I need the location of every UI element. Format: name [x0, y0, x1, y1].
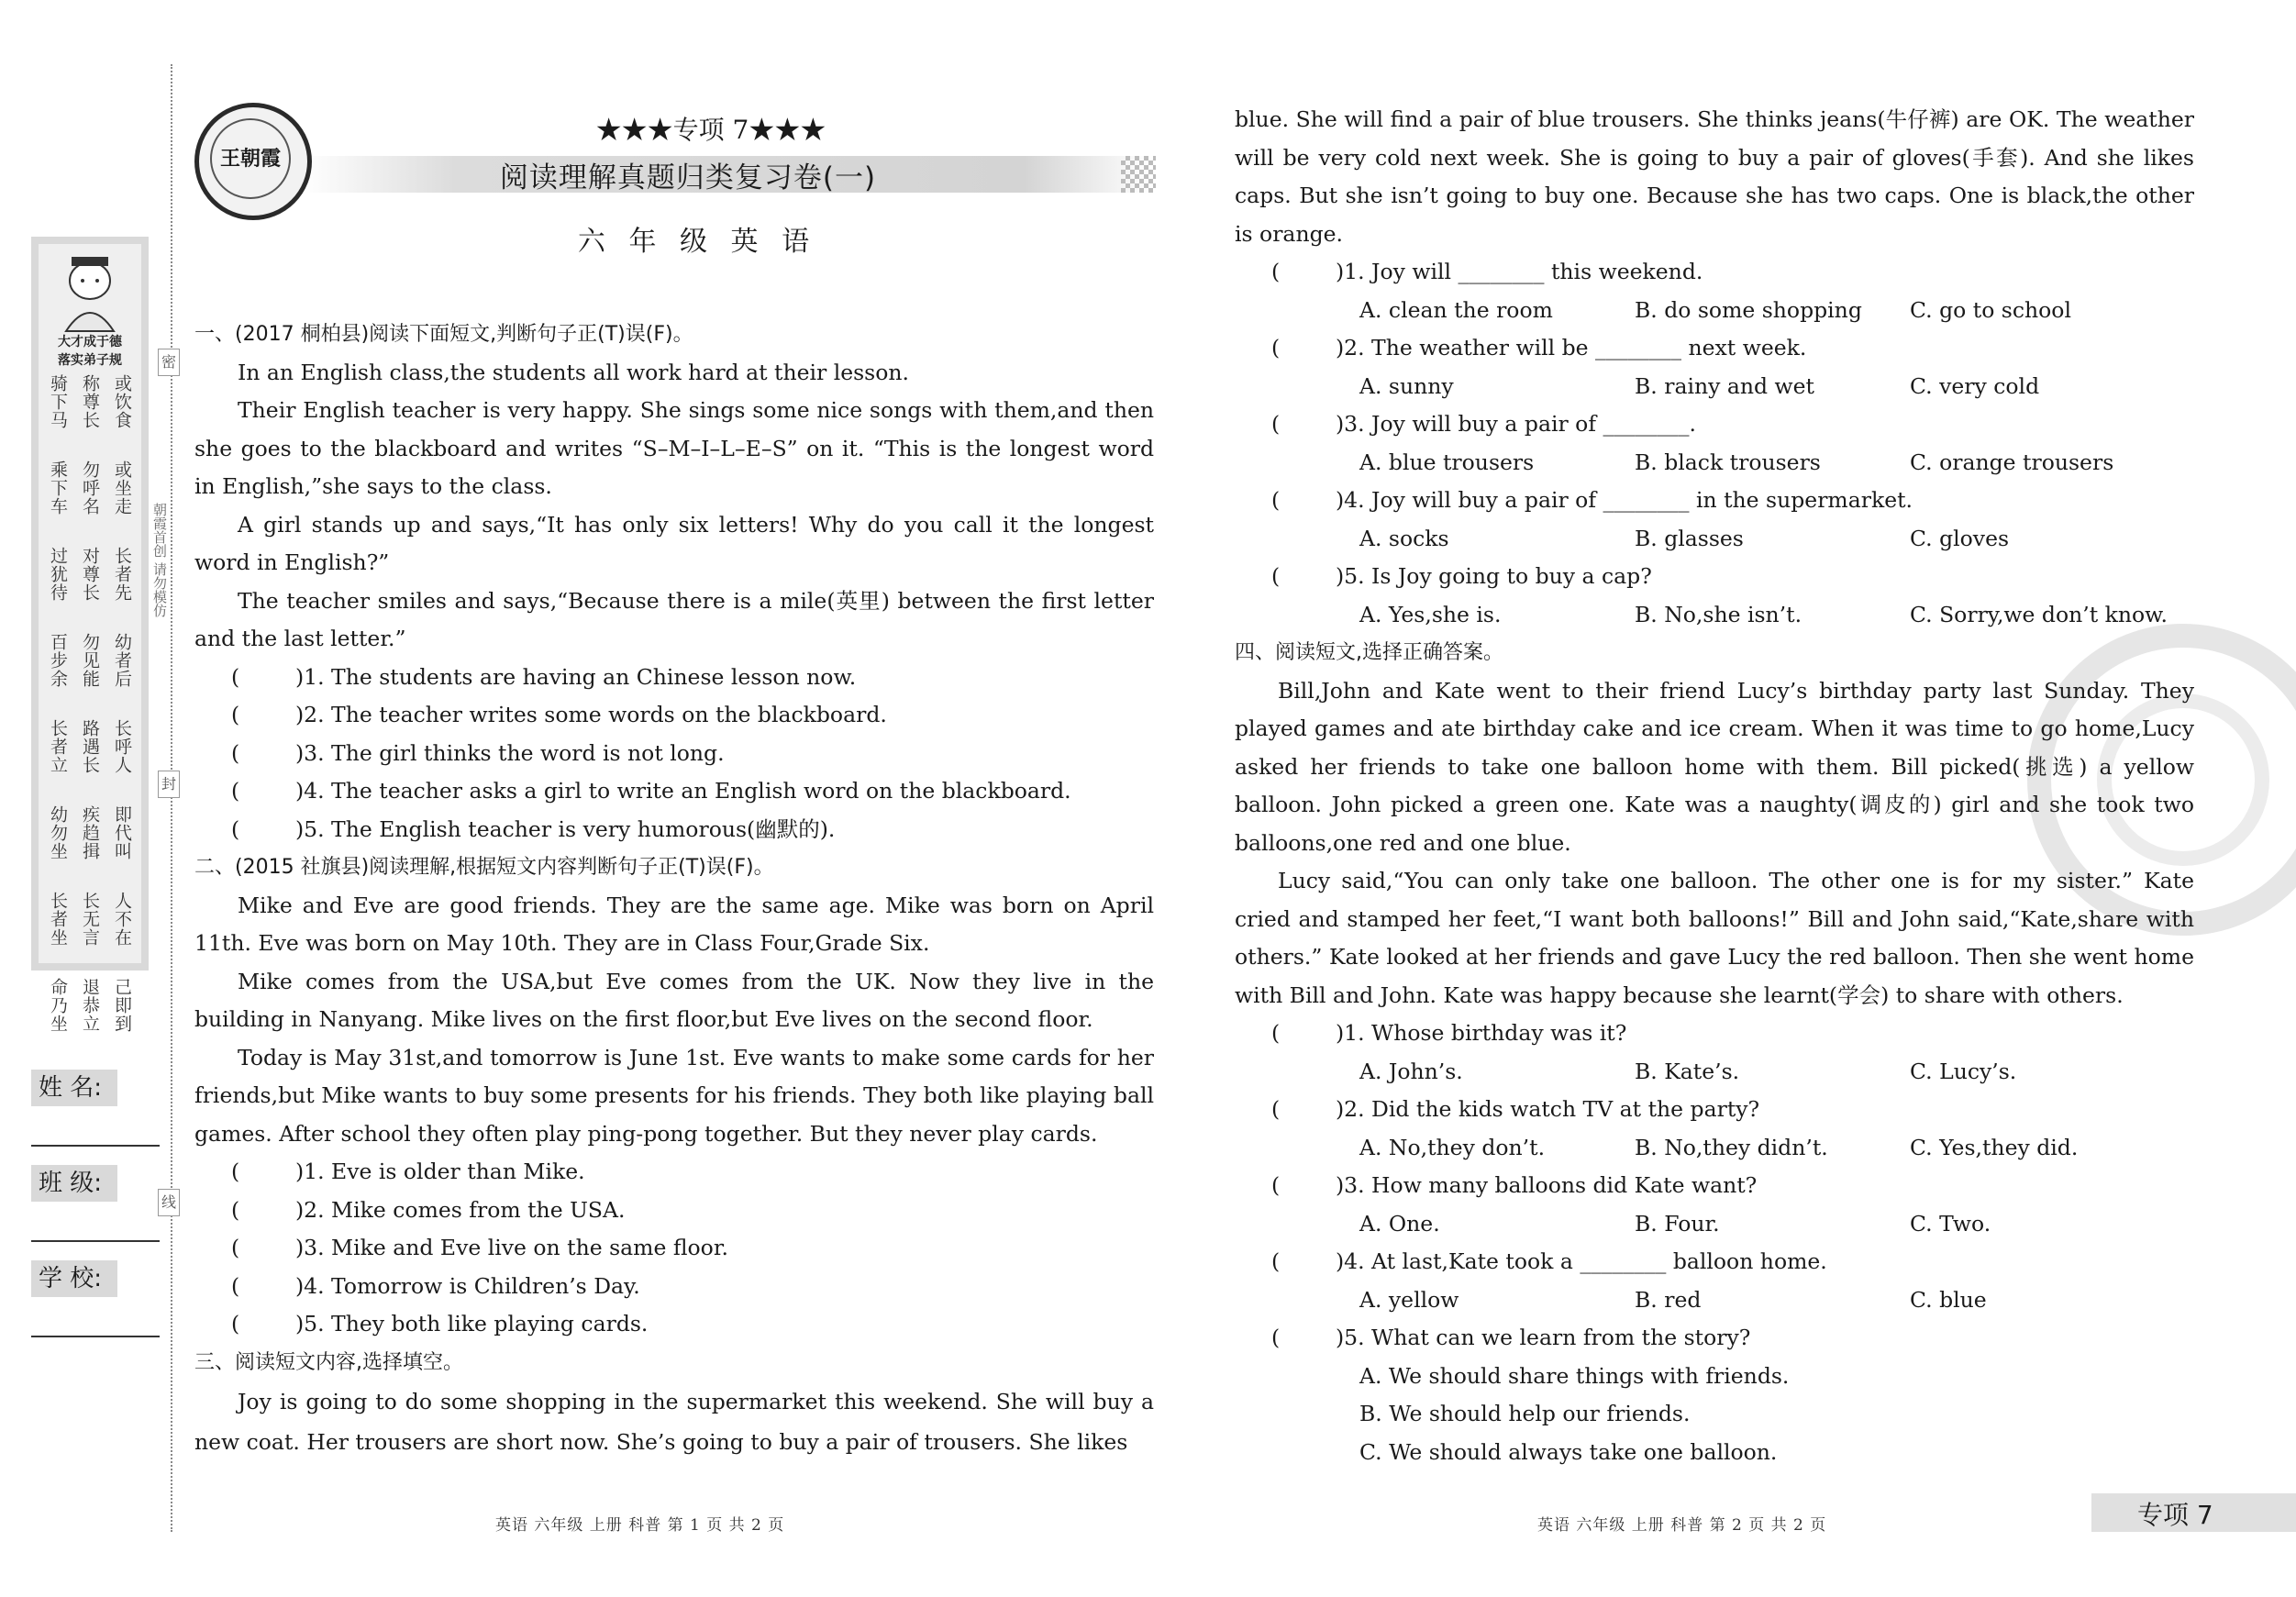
etiquette-rules: [46, 374, 134, 1064]
question-text: )4. Tomorrow is Children’s Day.: [295, 1272, 640, 1299]
answer-bracket[interactable]: (: [231, 1196, 240, 1223]
question-text: )2. The teacher writes some words on the blackboard.: [295, 702, 887, 727]
answer-bracket[interactable]: (: [1271, 259, 1281, 284]
question-item: [194, 772, 1154, 811]
class-label: 班 级:: [31, 1165, 117, 1202]
options-row: [1235, 596, 2194, 635]
option[interactable]: C. blue: [1910, 1286, 1987, 1313]
question-item: [194, 659, 1154, 697]
rule-text: 疾趋揖: [80, 805, 100, 860]
question-text: )1. Joy will ________ this weekend.: [1336, 259, 1703, 284]
question-text: )2. Mike comes from the USA.: [295, 1196, 626, 1223]
answer-bracket[interactable]: (: [1271, 1325, 1281, 1350]
corner-series-label: 专项 7: [2137, 1500, 2213, 1530]
right-column: [1235, 101, 2194, 1471]
section2-paragraph: Mike and Eve are good friends. They are the same age. Mike was born on April 11th. Eve was born on May 10th. They are in Class Four,Grade Six.: [194, 892, 1154, 956]
rule-text: 人不在: [112, 892, 132, 947]
options-row: [1235, 1205, 2194, 1244]
question-item: [1235, 253, 2194, 292]
option[interactable]: C. Two.: [1910, 1210, 1991, 1237]
question-item: [194, 1192, 1154, 1230]
motto-line1: 大才成于德: [58, 335, 122, 349]
option[interactable]: C. go to school: [1910, 296, 2071, 323]
option[interactable]: B. glasses: [1635, 525, 1744, 551]
rule-text: 幼勿坐: [48, 805, 68, 860]
rule-text: 对尊长: [80, 547, 100, 602]
option[interactable]: C. Lucy’s.: [1910, 1058, 2017, 1084]
option[interactable]: A. socks: [1359, 525, 1449, 551]
section2-paragraph: Today is May 31st,and tomorrow is June 1st. Eve wants to make some cards for her friends,but Mike wants to buy some presents for his friends. They both like playing ball games. After school they often play ping-pong together. But they never play cards.: [194, 1044, 1154, 1147]
answer-bracket[interactable]: (: [231, 739, 240, 766]
answer-bracket[interactable]: (: [231, 702, 240, 727]
answer-bracket[interactable]: (: [1271, 487, 1281, 513]
answer-bracket[interactable]: (: [1271, 1172, 1281, 1198]
question-text: )3. Mike and Eve live on the same floor.: [295, 1235, 728, 1260]
answer-bracket[interactable]: (: [1271, 1020, 1281, 1046]
answer-bracket[interactable]: (: [1271, 411, 1281, 437]
rule-text: 命乃坐: [48, 978, 68, 1033]
question-text: )1. Whose birthday was it?: [1336, 1020, 1627, 1046]
option[interactable]: C. Yes,they did.: [1910, 1134, 2079, 1160]
answer-bracket[interactable]: (: [1271, 1096, 1281, 1122]
question-item: [194, 1268, 1154, 1306]
question-text: )2. The weather will be ________ next week.: [1336, 335, 1807, 360]
answer-bracket[interactable]: (: [231, 1272, 240, 1299]
question-text: )3. How many balloons did Kate want?: [1336, 1172, 1758, 1198]
section2-heading: 二、(2015 社旗县)阅读理解,根据短文内容判断句子正(T)误(F)。: [194, 856, 774, 879]
page-title: 阅读理解真题归类复习卷(一): [499, 161, 877, 194]
option[interactable]: A. yellow: [1359, 1286, 1459, 1313]
option[interactable]: B. rainy and wet: [1635, 372, 1814, 399]
section3-heading: 三、阅读短文内容,选择填空。: [194, 1350, 463, 1374]
section1-heading: 一、(2017 桐柏县)阅读下面短文,判断句子正(T)误(F)。: [194, 323, 693, 346]
option[interactable]: A. We should share things with friends.: [1359, 1362, 1790, 1389]
rule-text: 长无言: [80, 892, 100, 947]
answer-bracket[interactable]: (: [231, 1235, 240, 1260]
option[interactable]: B. black trousers: [1635, 449, 1821, 475]
question-item: [1235, 1091, 2194, 1129]
seal-mark-2: 封: [158, 771, 180, 798]
rule-text: 路遇长: [80, 719, 100, 774]
rule-text: 或饮食: [112, 374, 132, 429]
page-footer-right: 英语 六年级 上册 科普 第 2 页 共 2 页: [1537, 1516, 1827, 1535]
options-row: [1235, 1281, 2194, 1320]
option[interactable]: A. John’s.: [1359, 1058, 1463, 1084]
option[interactable]: C. gloves: [1910, 525, 2010, 551]
series-label: ★★★专项 7★★★: [595, 115, 826, 145]
section4-paragraph: Lucy said,“You can only take one balloon. The other one is for my sister.” Kate cried and stamped her feet,“I want both balloons!” Bill and John said,“Kate,share with others.” Kate looked at her friends and gave Lucy the red balloon. Then she went home with Bill and John. Kate was happy because she learnt(学会) to share with others.: [1235, 868, 2194, 1008]
rule-text: 长者先: [112, 547, 132, 602]
question-text: )4. The teacher asks a girl to write an English word on the blackboard.: [295, 778, 1071, 804]
rule-text: 勿呼名: [80, 460, 100, 516]
options-row: [1235, 444, 2194, 482]
rule-text: 乘下车: [48, 460, 68, 516]
answer-bracket[interactable]: (: [231, 815, 240, 842]
seal-mark-1: 密: [158, 349, 180, 376]
question-item: [194, 811, 1154, 849]
question-text: )5. They both like playing cards.: [295, 1311, 649, 1336]
options-row: [1235, 520, 2194, 559]
question-item: [194, 1229, 1154, 1268]
school-label: 学 校:: [31, 1260, 117, 1297]
rule-text: 过犹待: [48, 547, 68, 602]
options-row: [1235, 1129, 2194, 1168]
rule-text: 退恭立: [80, 978, 100, 1033]
option[interactable]: B. No,she isn’t.: [1635, 601, 1802, 627]
option[interactable]: A. Yes,she is.: [1359, 601, 1502, 627]
rule-text: 长呼人: [112, 719, 132, 774]
question-item: [1235, 558, 2194, 596]
question-item: [1235, 405, 2194, 444]
question-text: )1. The students are having an Chinese lesson now.: [295, 663, 857, 690]
question-item: [194, 1153, 1154, 1192]
motto-line2: 落实弟子规: [58, 353, 122, 368]
options-row: [1235, 292, 2194, 330]
option[interactable]: B. Kate’s.: [1635, 1058, 1740, 1084]
question-item: [1235, 329, 2194, 368]
section1-paragraph: Their English teacher is very happy. She sings some nice songs with them,and then she goes to the blackboard and writes “S–M–I–L–E–S” on it. “This is the longest word in English,”she says to the class.: [194, 397, 1154, 499]
answer-bracket[interactable]: (: [231, 1159, 240, 1184]
scholar-illustration-icon: [39, 244, 141, 336]
logo-text: 王朝霞: [210, 118, 291, 199]
option[interactable]: A. sunny: [1359, 372, 1454, 399]
question-text: )4. Joy will buy a pair of ________ in the supermarket.: [1336, 487, 1913, 513]
options-row: [1235, 368, 2194, 406]
rule-text: 长者立: [48, 719, 68, 774]
grade-subject: 六 年 级 英 语: [577, 226, 817, 258]
answer-bracket[interactable]: (: [1271, 563, 1281, 589]
rule-text: 勿见能: [80, 633, 100, 688]
question-item: [1235, 1167, 2194, 1205]
question-item: [194, 696, 1154, 735]
copyright-note: 朝霞首创 请勿模仿: [151, 503, 168, 617]
rule-text: 或坐走: [112, 460, 132, 516]
left-column: [194, 316, 1154, 1462]
section3-paragraph: Joy is going to do some shopping in the supermarket this weekend. She will buy a new coat. Her trousers are short now. She’s going to buy a pair of trousers. She likes: [194, 1389, 1154, 1455]
option[interactable]: B. do some shopping: [1635, 296, 1862, 323]
publisher-logo: [194, 103, 312, 220]
option[interactable]: C. orange trousers: [1910, 449, 2114, 475]
rule-text: 即代叫: [112, 805, 132, 860]
question-text: )1. Eve is older than Mike.: [295, 1159, 585, 1184]
rule-text: 幼者后: [112, 633, 132, 688]
section1-paragraph: The teacher smiles and says,“Because there is a mile(英里) between the first letter and the last letter.”: [194, 587, 1154, 651]
rule-text: 称尊长: [80, 374, 100, 429]
option[interactable]: B. red: [1635, 1286, 1702, 1313]
class-field[interactable]: [31, 1240, 160, 1242]
answer-bracket[interactable]: (: [1271, 335, 1281, 360]
section1-paragraph: A girl stands up and says,“It has only six letters! Why do you call it the longest word in English?”: [194, 511, 1154, 575]
banner-pattern: [1121, 156, 1156, 193]
question-text: )5. Is Joy going to buy a cap?: [1336, 563, 1652, 589]
option[interactable]: C. Sorry,we don’t know.: [1910, 601, 2168, 627]
page-footer-left: 英语 六年级 上册 科普 第 1 页 共 2 页: [495, 1516, 785, 1535]
section3-paragraph-cont: blue. She will find a pair of blue trousers. She thinks jeans(牛仔裤) are OK. The weather will be very cold next week. She is going to buy a pair of gloves(手套). And she likes caps. But she isn’t going to buy one. Because she has two caps. One is black,the other is orange.: [1235, 106, 2194, 247]
question-item: [194, 1305, 1154, 1344]
question-item: [1235, 1319, 2194, 1358]
option[interactable]: B. We should help our friends.: [1359, 1401, 1691, 1426]
seal-mark-3: 线: [158, 1189, 180, 1216]
answer-bracket[interactable]: (: [231, 663, 240, 690]
question-text: )3. The girl thinks the word is not long.: [295, 739, 725, 766]
option[interactable]: A. clean the room: [1359, 296, 1553, 323]
rule-text: 长者坐: [48, 892, 68, 947]
option[interactable]: A. One.: [1359, 1210, 1440, 1237]
question-item: [194, 735, 1154, 773]
answer-bracket[interactable]: (: [231, 1311, 240, 1336]
option[interactable]: B. No,they didn’t.: [1635, 1134, 1828, 1160]
question-item: [1235, 1015, 2194, 1053]
section4-paragraph: Bill,John and Kate went to their friend Lucy’s birthday party last Sunday. They played games and ate birthday cake and ice cream. When it was time to go home,Lucy asked her friends to take one balloon home with them. Bill picked(挑选) a yellow balloon. John picked a green one. Kate was a naughty(调皮的) girl and she took two balloons,one red and one blue.: [1235, 677, 2194, 856]
option[interactable]: C. We should always take one balloon.: [1359, 1438, 1778, 1465]
answer-bracket[interactable]: (: [231, 778, 240, 804]
binding-line: [171, 64, 172, 1532]
question-item: [1235, 1243, 2194, 1281]
name-field[interactable]: [31, 1145, 160, 1147]
question-text: )3. Joy will buy a pair of ________.: [1336, 411, 1696, 437]
section4-heading: 四、阅读短文,选择正确答案。: [1235, 641, 1503, 664]
rule-text: 己即到: [112, 978, 132, 1033]
name-label: 姓 名:: [31, 1070, 117, 1106]
question-text: )4. At last,Kate took a ________ balloon home.: [1336, 1248, 1827, 1274]
rule-text: 骑下马: [48, 374, 68, 429]
option[interactable]: B. Four.: [1635, 1210, 1720, 1237]
question-text: )5. What can we learn from the story?: [1336, 1325, 1751, 1350]
option[interactable]: A. No,they don’t.: [1359, 1134, 1546, 1160]
question-item: [1235, 482, 2194, 520]
section1-paragraph: In an English class,the students all work hard at their lesson.: [238, 359, 909, 385]
option[interactable]: A. blue trousers: [1359, 449, 1535, 475]
school-field[interactable]: [31, 1336, 160, 1337]
question-text: )2. Did the kids watch TV at the party?: [1336, 1096, 1760, 1122]
section2-paragraph: Mike comes from the USA,but Eve comes from the UK. Now they live in the building in Nanyang. Mike lives on the first floor,but Eve lives on the second floor.: [194, 968, 1154, 1032]
etiquette-sidebar: [31, 237, 149, 1033]
rule-text: 百步余: [48, 633, 68, 688]
option[interactable]: C. very cold: [1910, 372, 2040, 399]
question-text: )5. The English teacher is very humorous(幽默的).: [295, 815, 836, 842]
options-row: [1235, 1053, 2194, 1092]
answer-bracket[interactable]: (: [1271, 1248, 1281, 1274]
